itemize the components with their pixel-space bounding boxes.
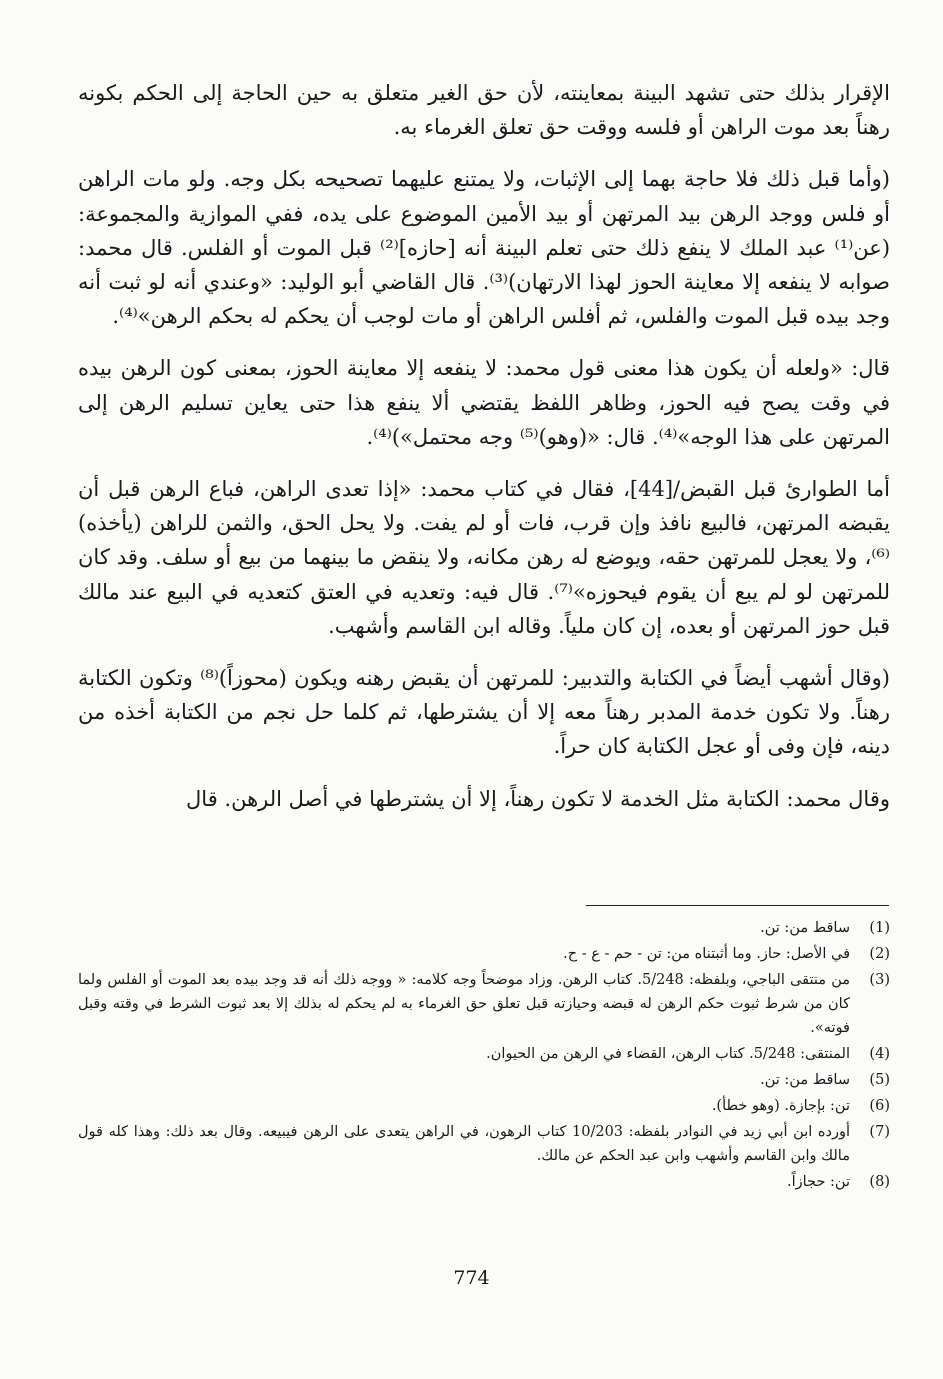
- paragraph-5: (وقال أشهب أيضاً في الكتابة والتدبير: للمرتهن أن يقبض رهنه ويكون (محوزاً)⁽⁸⁾ وتكون الكتابة رهناً. ولا تكون خدمة المدبر رهناً معه إلا أن يشترطها، ثم كلما حل نجم من الكتابة أخذه من دينه، فإن وفى أو عجل الكتابة كان حراً.: [78, 666, 891, 759]
- footnote-text: ساقط من: تن.: [760, 920, 850, 936]
- paragraph-4: أما الطوارئ قبل القبض/[44]، فقال في كتاب محمد: «إذا تعدى الراهن، فباع الرهن قبل أن يقبضه المرتهن، فالبيع نافذ وإن قرب، فات أو لم يفت. ولا يحل الحق، والثمن للراهن (يأخذه)⁽⁶⁾، ولا يعجل للمرتهن حقه، ويوضع له رهن مكانه، ولا ينقض ما بينهما من بيع أو سلف. وقد كان للمرتهن لو لم يبع أن يقوم فيحوزه»⁽⁷⁾. قال فيه: وتعديه في العتق كتعديه في البيع عند مالك قبل حوز المرتهن أو بعده، إن كان ملياً. وقاله ابن القاسم وأشهب.: [78, 477, 891, 638]
- footnote-number: (5): [869, 1072, 890, 1088]
- footnote: [78, 968, 890, 1040]
- paragraph-3: قال: «ولعله أن يكون هذا معنى قول محمد: لا ينفعه إلا معاينة الحوز، بمعنى كون الرهن بيده في وقت يصح فيه الحوز، وظاهر اللفظ يقتضي ألا ينفع هذا حتى يعاين تسليم الرهن إلى المرتهن على هذا الوجه»⁽⁴⁾. قال: «(وهو)⁽⁵⁾ وجه محتمل»)⁽⁴⁾.: [78, 356, 890, 449]
- footnote-number: (4): [869, 1046, 890, 1062]
- page-number: 774: [453, 1267, 490, 1289]
- paragraph-1: الإقرار بذلك حتى تشهد البينة بمعاينته، لأن حق الغير متعلق به حين الحاجة إلى الحكم بكونه رهناً بعد موت الراهن أو فلسه ووقت حق تعلق الغرماء به.: [78, 81, 890, 140]
- footnote: [78, 1120, 890, 1168]
- footnote-number: (6): [869, 1098, 890, 1114]
- footnote-text: المنتقى: 5/248. كتاب الرهن، القضاء في الرهن من الحيوان.: [486, 1046, 850, 1062]
- footnote-number: (8): [869, 1174, 890, 1190]
- footnote-number: (7): [869, 1124, 890, 1140]
- footnote: [78, 1042, 890, 1066]
- footnote-number: (3): [869, 972, 890, 988]
- footnote-number: (2): [869, 946, 890, 962]
- footnote-text: من منتقى الباجي، وبلفظه: 5/248. كتاب الرهن. وزاد موضحاً وجه كلامه: « ووجه ذلك أنه قد وجد بيده بعد الموت أو الفلس ولما كان من شرط ثبوت حكم الرهن له قبضه وحيازته قبل تعلق حق الغرماء به لم يحكم له بذلك إلا بعد ثبوت الشرط في وقته وقبل فوته».: [78, 972, 850, 1036]
- footnote: [78, 1068, 890, 1092]
- main-text: [78, 76, 890, 834]
- footnote: [78, 916, 890, 940]
- footnote-text: تن: حجازاً.: [787, 1174, 850, 1190]
- footnote: [78, 1094, 890, 1118]
- footnote-text: في الأصل: حاز. وما أثبتناه من: تن - حم - ع - ح.: [563, 946, 850, 962]
- footnote: [78, 1170, 890, 1194]
- footnote-number: (1): [869, 920, 890, 936]
- footnote-text: تن: بإجازة. (وهو خطأ).: [711, 1098, 850, 1114]
- footnote: [78, 942, 890, 966]
- footnotes: [78, 916, 890, 1196]
- footnote-text: ساقط من: تن.: [760, 1072, 850, 1088]
- paragraph-2: (وأما قبل ذلك فلا حاجة بهما إلى الإثبات، ولا يمتنع عليهما تصحيحه بكل وجه. ولو مات الراهن أو فلس ووجد الرهن بيد المرتهن أو بيد الأمين الموضوع على يده، ففي الموازية والمجموعة: (عن⁽¹⁾ عبد الملك لا ينفع ذلك حتى تعلم البينة أنه [حازه]⁽²⁾ قبل الموت أو الفلس. قال محمد: صوابه لا ينفعه إلا معاينة الحوز لهذا الارتهان)⁽³⁾. قال القاضي أبو الوليد: «وعندي أنه لو ثبت أنه وجد بيده قبل الموت والفلس، ثم أفلس الراهن أو مات لوجب أن يحكم له بحكم الرهن»⁽⁴⁾.: [78, 167, 891, 329]
- footnote-text: أورده ابن أبي زيد في النوادر بلفظه: 10/203 كتاب الرهون، في الراهن يتعدى على الرهن فيبيعه. وقال بعد ذلك: وهذا كله قول مالك وابن القاسم وأشهب وابن عبد الحكم عن مالك.: [78, 1124, 850, 1164]
- paragraph-6: وقال محمد: الكتابة مثل الخدمة لا تكون رهناً، إلا أن يشترطها في أصل الرهن. قال: [186, 786, 890, 811]
- footnote-separator: [586, 905, 889, 906]
